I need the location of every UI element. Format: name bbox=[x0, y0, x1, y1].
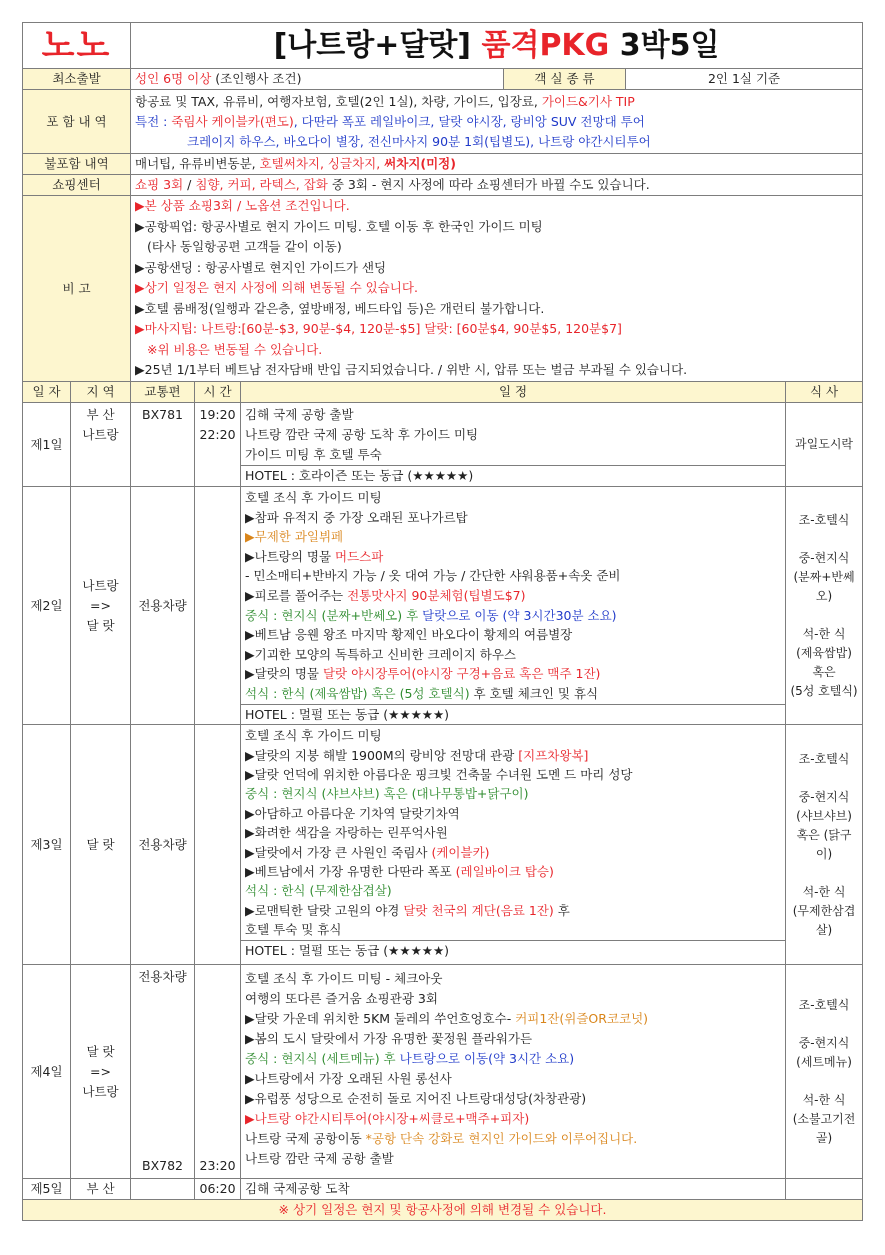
meal-line: 석-한 식 bbox=[802, 1092, 846, 1107]
note-line: (타사 동일항공편 고객들 같이 이동) bbox=[147, 239, 342, 255]
day5-schedule: 김해 국제공항 도착 bbox=[241, 1179, 786, 1200]
day2-meal bbox=[786, 487, 863, 725]
day2-time bbox=[195, 487, 241, 725]
day2-schedule: 호텔 조식 후 가이드 미팅 ▶참파 유적지 중 가장 오래된 포나가르탑 ▶무제한 과일뷔페 ▶나트랑의 명물 머드스파 - 민소매티+반바지 가능 / 옷 대여 가능 / 간단한 샤워용품+속옷 준비 ▶피로를 풀어주는 전통맛사지 90분체험(팁별도$7) 중식 : 현지식 (분짜+반쎄오) 후 달랏으로 이동 (약 3시간30분 소요) ▶베트남 응웬 왕조 마지막 황제인 바오다이 황제의 여름별장 ▶기괴한 모양의 독특하고 신비한 크레이지 하우스 ▶달랏의 명물 달랏 야시장투어(야시장 구경+음료 혹은 맥주 1잔) 석식 : 한식 (제육쌈밥) 혹은 (5성 호텔식) 후 호텔 체크인 및 휴식 HOTEL : 멀펄 또는 동급 (★★★★★) bbox=[241, 487, 786, 725]
day2-hotel: HOTEL : 멀펄 또는 동급 (★★★★★) bbox=[241, 704, 785, 725]
day2-label: 제2일 bbox=[23, 487, 71, 725]
day4-label: 제4일 bbox=[23, 965, 71, 1179]
col-schedule: 일 정 bbox=[241, 382, 786, 403]
note-line: ▶공항픽업: 항공사별로 현지 가이드 미팅. 호텔 이동 후 한국인 가이드 미팅 bbox=[135, 218, 543, 234]
col-meal: 식 사 bbox=[786, 382, 863, 403]
meal-line: 중-현지식 bbox=[798, 1035, 850, 1050]
meal-line: (무제한삼겹살) bbox=[792, 903, 856, 937]
day3-label: 제3일 bbox=[23, 725, 71, 965]
room-type-value: 2인 1실 기준 bbox=[626, 69, 863, 90]
room-type-label: 객 실 종 류 bbox=[504, 69, 626, 90]
meal-line: (세트메뉴) bbox=[796, 1054, 852, 1069]
meal-line: (제육쌈밥) bbox=[796, 645, 852, 660]
note-line: ▶상기 일정은 현지 사정에 의해 변동될 수 있습니다. bbox=[135, 280, 418, 296]
include-content: 항공료 및 TAX, 유류비, 여행자보험, 호텔(2인 1실), 차량, 가이드, 입장료, 가이드&기사 TIP 특전 : 죽림사 케이블카(편도), 다딴라 폭포 레일바이크, 달랏 야시장, 랑비앙 SUV 전망대 투어 크레이지 하우스, 바오다이 별장, 전신마사지 90분 1회(팁별도), 나트랑 야간시티투어 bbox=[131, 90, 863, 154]
day3-place: 달 랏 bbox=[71, 725, 131, 965]
meal-line bbox=[790, 530, 858, 549]
note-line: ▶마사지팁: 나트랑:[60분-$3, 90분-$4, 120분-$5] 달랏: [60분$4, 90분$5, 120분$7] bbox=[135, 321, 622, 337]
day5-place: 부 산 bbox=[71, 1179, 131, 1200]
note-line: ▶본 상품 쇼핑3회 / 노옵션 조건입니다. bbox=[135, 198, 350, 214]
meal-line: (소불고기전골) bbox=[792, 1111, 856, 1145]
day3-hotel: HOTEL : 멀펄 또는 동급 (★★★★★) bbox=[241, 940, 785, 960]
meal-line: (분짜+반쎄오) bbox=[793, 569, 855, 603]
meal-line: 혹은 (닭구이) bbox=[796, 827, 852, 861]
include-label: 포 함 내 역 bbox=[23, 90, 131, 154]
day2-transport: 전용차량 bbox=[131, 487, 195, 725]
meal-line: (샤브샤브) bbox=[796, 808, 852, 823]
meal-line: 석-한 식 bbox=[802, 884, 846, 899]
day2-place: 나트랑 => 달 랏 bbox=[71, 487, 131, 725]
day3-time bbox=[195, 725, 241, 965]
day4-time: 23:20 bbox=[195, 965, 241, 1179]
day3-row bbox=[23, 725, 863, 965]
day5-transport bbox=[131, 1179, 195, 1200]
meal-line bbox=[790, 864, 858, 883]
col-place: 지 역 bbox=[71, 382, 131, 403]
notes-content bbox=[131, 196, 863, 382]
day4-transport: 전용차량 BX782 bbox=[131, 965, 195, 1179]
itinerary-table bbox=[22, 22, 863, 1221]
meal-line: 조-호텔식 bbox=[798, 751, 850, 766]
day4-place: 달 랏 => 나트랑 bbox=[71, 965, 131, 1179]
meal-line: 조-호텔식 bbox=[798, 997, 850, 1012]
min-depart-value: 성인 6명 이상 (조인행사 조건) bbox=[131, 69, 504, 90]
day5-label: 제5일 bbox=[23, 1179, 71, 1200]
col-transport: 교통편 bbox=[131, 382, 195, 403]
day3-transport: 전용차량 bbox=[131, 725, 195, 965]
meal-line: 조-호텔식 bbox=[798, 512, 850, 527]
exclude-content: 매너팁, 유류비변동분, 호텔써차지, 싱글차지, 써차지(미정) bbox=[131, 154, 863, 175]
day1-schedule: 김해 국제 공항 출발 나트랑 깜란 국제 공항 도착 후 가이드 미팅 가이드 미팅 후 호텔 투숙 HOTEL : 호라이즌 또는 동급 (★★★★★) bbox=[241, 403, 786, 487]
day1-hotel: HOTEL : 호라이즌 또는 동급 (★★★★★) bbox=[241, 465, 785, 486]
meal-line: 중-현지식 bbox=[798, 550, 850, 565]
exclude-label: 불포함 내역 bbox=[23, 154, 131, 175]
day4-row bbox=[23, 965, 863, 1179]
brand-logo: 노노 bbox=[23, 23, 131, 69]
col-day: 일 자 bbox=[23, 382, 71, 403]
col-time: 시 간 bbox=[195, 382, 241, 403]
meal-line: 석-한 식 bbox=[802, 626, 846, 641]
day4-meal bbox=[786, 965, 863, 1179]
meal-line: 중-현지식 bbox=[798, 789, 850, 804]
day1-meal: 과일도시락 bbox=[786, 403, 863, 487]
meal-line bbox=[790, 769, 858, 788]
page-title: [나트랑+달랏] 품격PKG 3박5일 bbox=[131, 23, 863, 69]
shopping-label: 쇼핑센터 bbox=[23, 175, 131, 196]
day3-schedule: 호텔 조식 후 가이드 미팅 ▶달랏의 지붕 해발 1900M의 랑비앙 전망대 관광 [지프차왕복] ▶달랏 언덕에 위치한 아름다운 핑크빛 건축물 수녀원 도멘 드 마리 성당 중식 : 현지식 (샤브샤브) 혹은 (대나무통밥+닭구이) ▶아담하고 아름다운 기차역 달랏기차역 ▶화려한 색감을 자랑하는 린푸억사원 ▶달랏에서 가장 큰 사원인 죽림사 (케이블카) ▶베트남에서 가장 유명한 다딴라 폭포 (레일바이크 탑승) 석식 : 한식 (무제한삼겹살) ▶로맨틱한 달랏 고원의 야경 달랏 천국의 계단(음료 1잔) 후 호텔 투숙 및 휴식 HOTEL : 멀펄 또는 동급 (★★★★★) bbox=[241, 725, 786, 965]
min-depart-label: 최소출발 bbox=[23, 69, 131, 90]
footer-note: ※ 상기 일정은 현지 및 항공사정에 의해 변경될 수 있습니다. bbox=[23, 1200, 863, 1221]
meal-line bbox=[790, 1072, 858, 1091]
day4-schedule: 호텔 조식 후 가이드 미팅 - 체크아웃 여행의 또다른 즐거움 쇼핑관광 3회 ▶달랏 가운데 위치한 5KM 둘레의 쑤언흐엉호수- 커피1잔(위즐OR코코넛) ▶봄의 도시 달랏에서 가장 유명한 꽃정원 플라워가든 중식 : 현지식 (세트메뉴) 후 나트랑으로 이동(약 3시간 소요) ▶나트랑에서 가장 오래된 사원 롱선사 ▶유럽풍 성당으로 순전히 돌로 지어진 나트랑대성당(차창관광) ▶나트랑 야간시티투어(야시장+씨클로+맥주+피자) 나트랑 국제 공항이동 *공항 단속 강화로 현지인 가이드와 이루어집니다. 나트랑 깜란 국제 공항 출발 bbox=[241, 965, 786, 1179]
day1-label: 제1일 bbox=[23, 403, 71, 487]
meal-line: (5성 호텔식) bbox=[790, 683, 858, 698]
day2-row bbox=[23, 487, 863, 725]
day1-row bbox=[23, 403, 863, 487]
day3-meal bbox=[786, 725, 863, 965]
day1-place: 부 산 나트랑 bbox=[71, 403, 131, 487]
meal-line: 혹은 bbox=[812, 664, 836, 679]
shopping-content: 쇼핑 3회 / 침향, 커피, 라텍스, 잡화 중 3회 - 현지 사정에 따라 쇼핑센터가 바뀔 수도 있습니다. bbox=[131, 175, 863, 196]
day1-time: 19:20 22:20 bbox=[195, 403, 241, 487]
note-line: ▶호텔 룸배정(일행과 같은층, 옆방배정, 베드타입 등)은 개런티 불가합니다. bbox=[135, 300, 545, 316]
day5-time: 06:20 bbox=[195, 1179, 241, 1200]
day5-row bbox=[23, 1179, 863, 1200]
meal-line bbox=[790, 1015, 858, 1034]
notes-list bbox=[135, 196, 858, 381]
day5-meal bbox=[786, 1179, 863, 1200]
note-line: ▶25년 1/1부터 베트남 전자담배 반입 금지되었습니다. / 위반 시, 압류 또는 벌금 부과될 수 있습니다. bbox=[135, 362, 688, 378]
itinerary-sheet bbox=[22, 22, 862, 1221]
notes-label: 비 고 bbox=[23, 196, 131, 382]
day1-transport: BX781 bbox=[131, 403, 195, 487]
note-line: ※위 비용은 변동될 수 있습니다. bbox=[147, 341, 323, 357]
note-line: ▶공항샌딩 : 항공사별로 현지인 가이드가 샌딩 bbox=[135, 259, 387, 275]
meal-line bbox=[790, 606, 858, 625]
